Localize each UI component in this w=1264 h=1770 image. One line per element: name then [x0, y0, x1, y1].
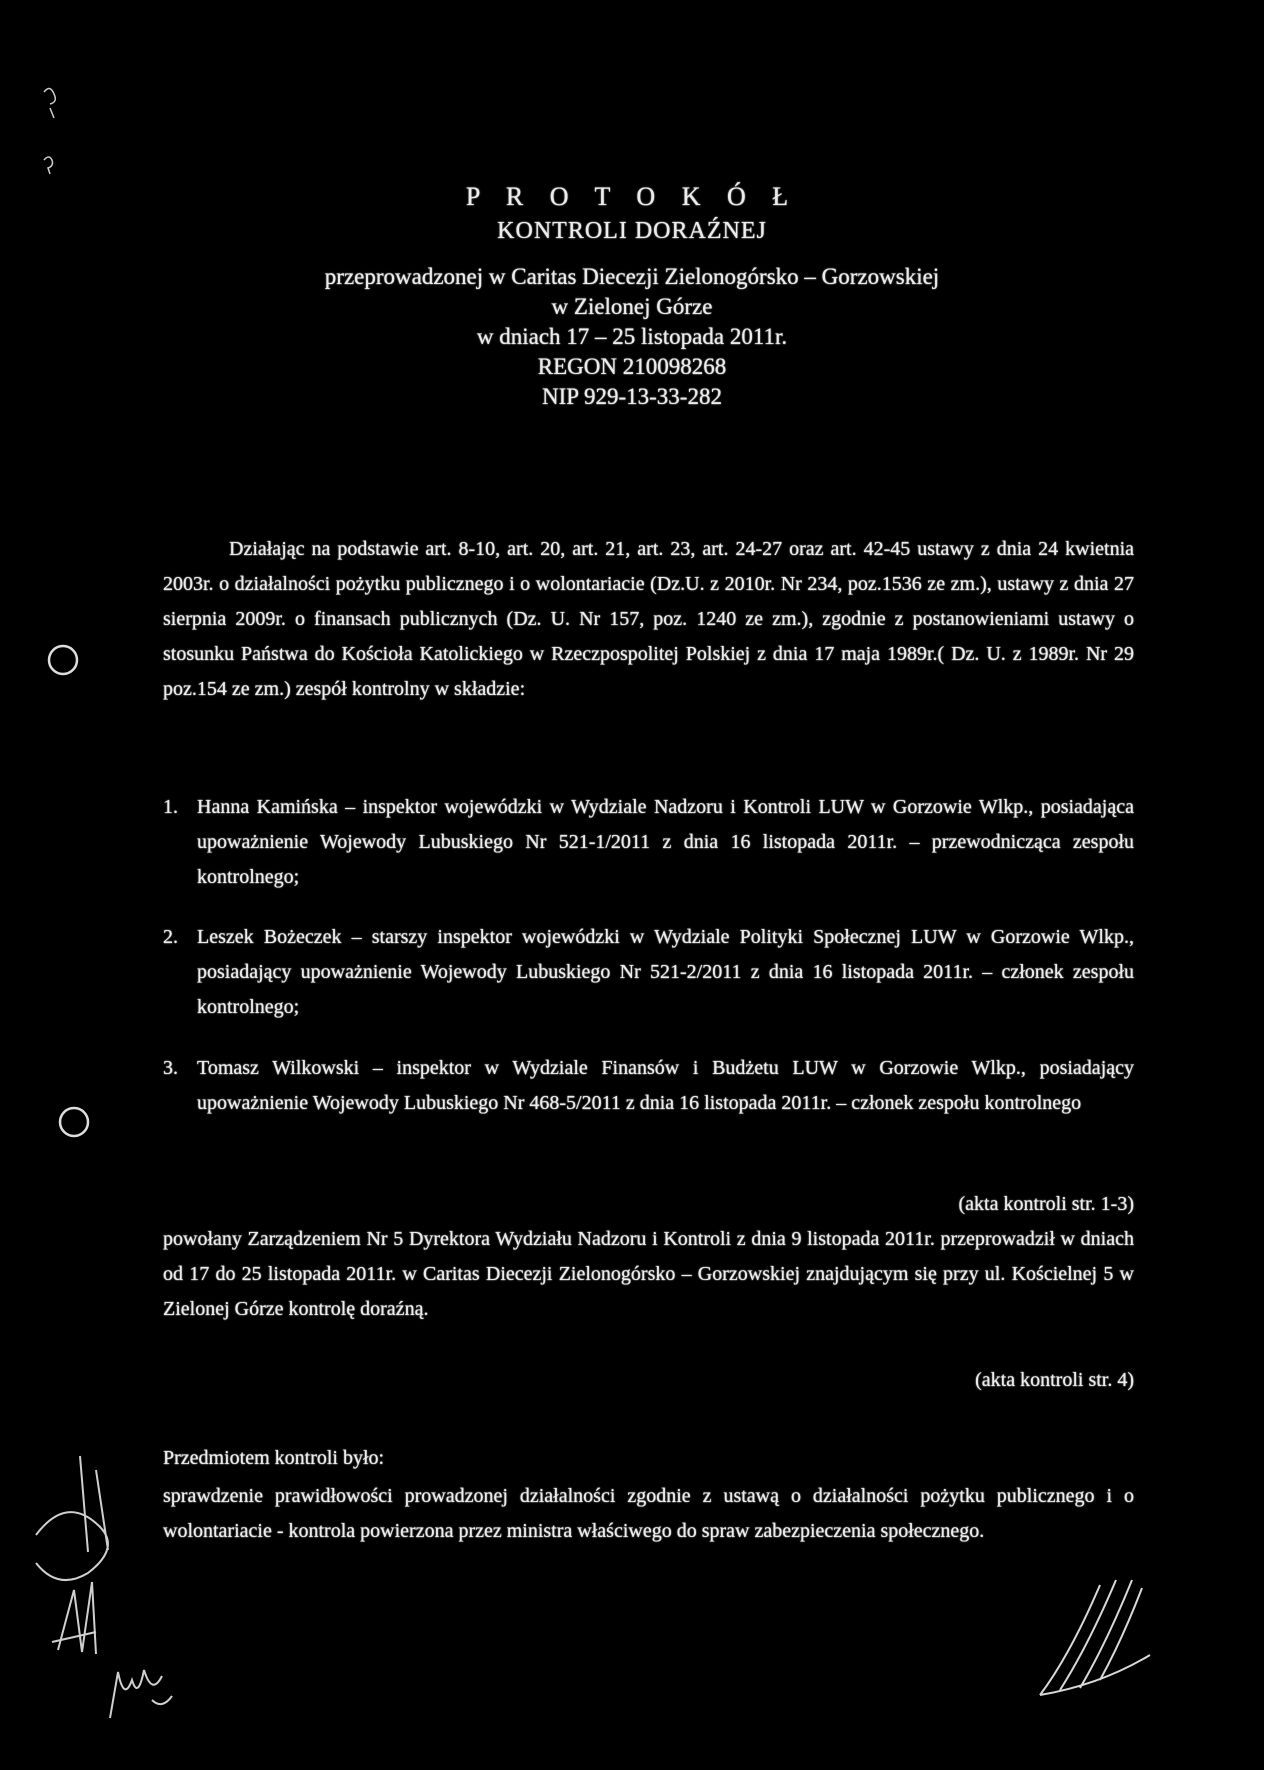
subject-paragraph: sprawdzenie prawidłowości prowadzonej działalności zgodnie z ustawą o działalności pożytku publicznego i o wolontariacie - kontrola powierzona przez ministra właściwego do spraw zabezpieczenia społecznego.: [163, 1485, 1134, 1542]
list-item-text: Hanna Kamińska – inspektor wojewódzki w Wydziale Nadzoru i Kontroli LUW w Gorzowie Wlkp., posiadająca upoważnienie Wojewody Lubuskiego Nr 521-1/2011 z dnia 16 listopada 2011r. – przewodnicząca zespołu kontrolnego;: [197, 796, 1134, 888]
punch-hole: [49, 646, 77, 674]
header-line-nip: NIP 929-13-33-282: [542, 384, 722, 409]
file-reference-note: (akta kontroli str. 4): [975, 1369, 1134, 1391]
list-item-number: 3.: [163, 1057, 178, 1079]
handwritten-initials: [110, 1670, 172, 1718]
document-subtitle: KONTROLI DORAŹNEJ: [497, 218, 767, 244]
margin-scribble: [44, 157, 53, 174]
handwritten-initials: [52, 1582, 96, 1654]
handwritten-signature: [1040, 1580, 1150, 1695]
handwritten-initials: [36, 1456, 108, 1580]
header-line-regon: REGON 210098268: [537, 354, 727, 379]
list-item-number: 2.: [163, 926, 178, 948]
appointment-paragraph: powołany Zarządzeniem Nr 5 Dyrektora Wydziału Nadzoru i Kontroli z dnia 9 listopada 2011r. przeprowadził w dniach od 17 do 25 listopada 2011r. w Caritas Diecezji Zielonogórsko – Gorzowskiej znajdującym się przy ul. Kościelnej 5 w Zielonej Górze kontrolę doraźną.: [163, 1228, 1134, 1320]
header-line-dates: w dniach 17 – 25 listopada 2011r.: [476, 324, 788, 349]
margin-scribble: [44, 88, 55, 118]
subject-heading: Przedmiotem kontroli było:: [163, 1447, 385, 1469]
file-reference-note: (akta kontroli str. 1-3): [958, 1193, 1134, 1215]
document-title: P R O T O K Ó Ł: [465, 182, 799, 211]
intro-paragraph: Działając na podstawie art. 8-10, art. 20, art. 21, art. 23, art. 24-27 oraz art. 42-45 ustawy z dnia 24 kwietnia 2003r. o działalności pożytku publicznego i o wolontariacie (Dz.U. z 2010r. Nr 234, poz.1536 ze zm.), ustawy z dnia 27 sierpnia 2009r. o finansach publicznych (Dz. U. Nr 157, poz. 1240 ze zm.), zgodnie z postanowieniami ustawy o stosunku Państwa do Kościoła Katolickiego w Rzeczpospolitej Polskiej z dnia 17 maja 1989r.( Dz. U. z 1989r. Nr 29 poz.154 ze zm.) zespół kontrolny w składzie:: [163, 538, 1134, 700]
list-item: [163, 1051, 1134, 1121]
list-item-number: 1.: [163, 796, 178, 818]
header-line-institution: przeprowadzonej w Caritas Diecezji Zielonogórsko – Gorzowskiej: [324, 264, 940, 289]
list-item-text: Leszek Bożeczek – starszy inspektor wojewódzki w Wydziale Polityki Społecznej LUW w Gorzowie Wlkp., posiadający upoważnienie Wojewody Lubuskiego Nr 521-2/2011 z dnia 16 listopada 2011r. – członek zespołu kontrolnego;: [197, 926, 1134, 1018]
list-item: [163, 920, 1134, 1025]
header-line-city: w Zielonej Górze: [551, 294, 713, 319]
list-item-text: Tomasz Wilkowski – inspektor w Wydziale Finansów i Budżetu LUW w Gorzowie Wlkp., posiadający upoważnienie Wojewody Lubuskiego Nr 468-5/2011 z dnia 16 listopada 2011r. – członek zespołu kontrolnego: [197, 1057, 1134, 1114]
punch-hole: [60, 1108, 88, 1136]
list-item: [163, 790, 1134, 895]
